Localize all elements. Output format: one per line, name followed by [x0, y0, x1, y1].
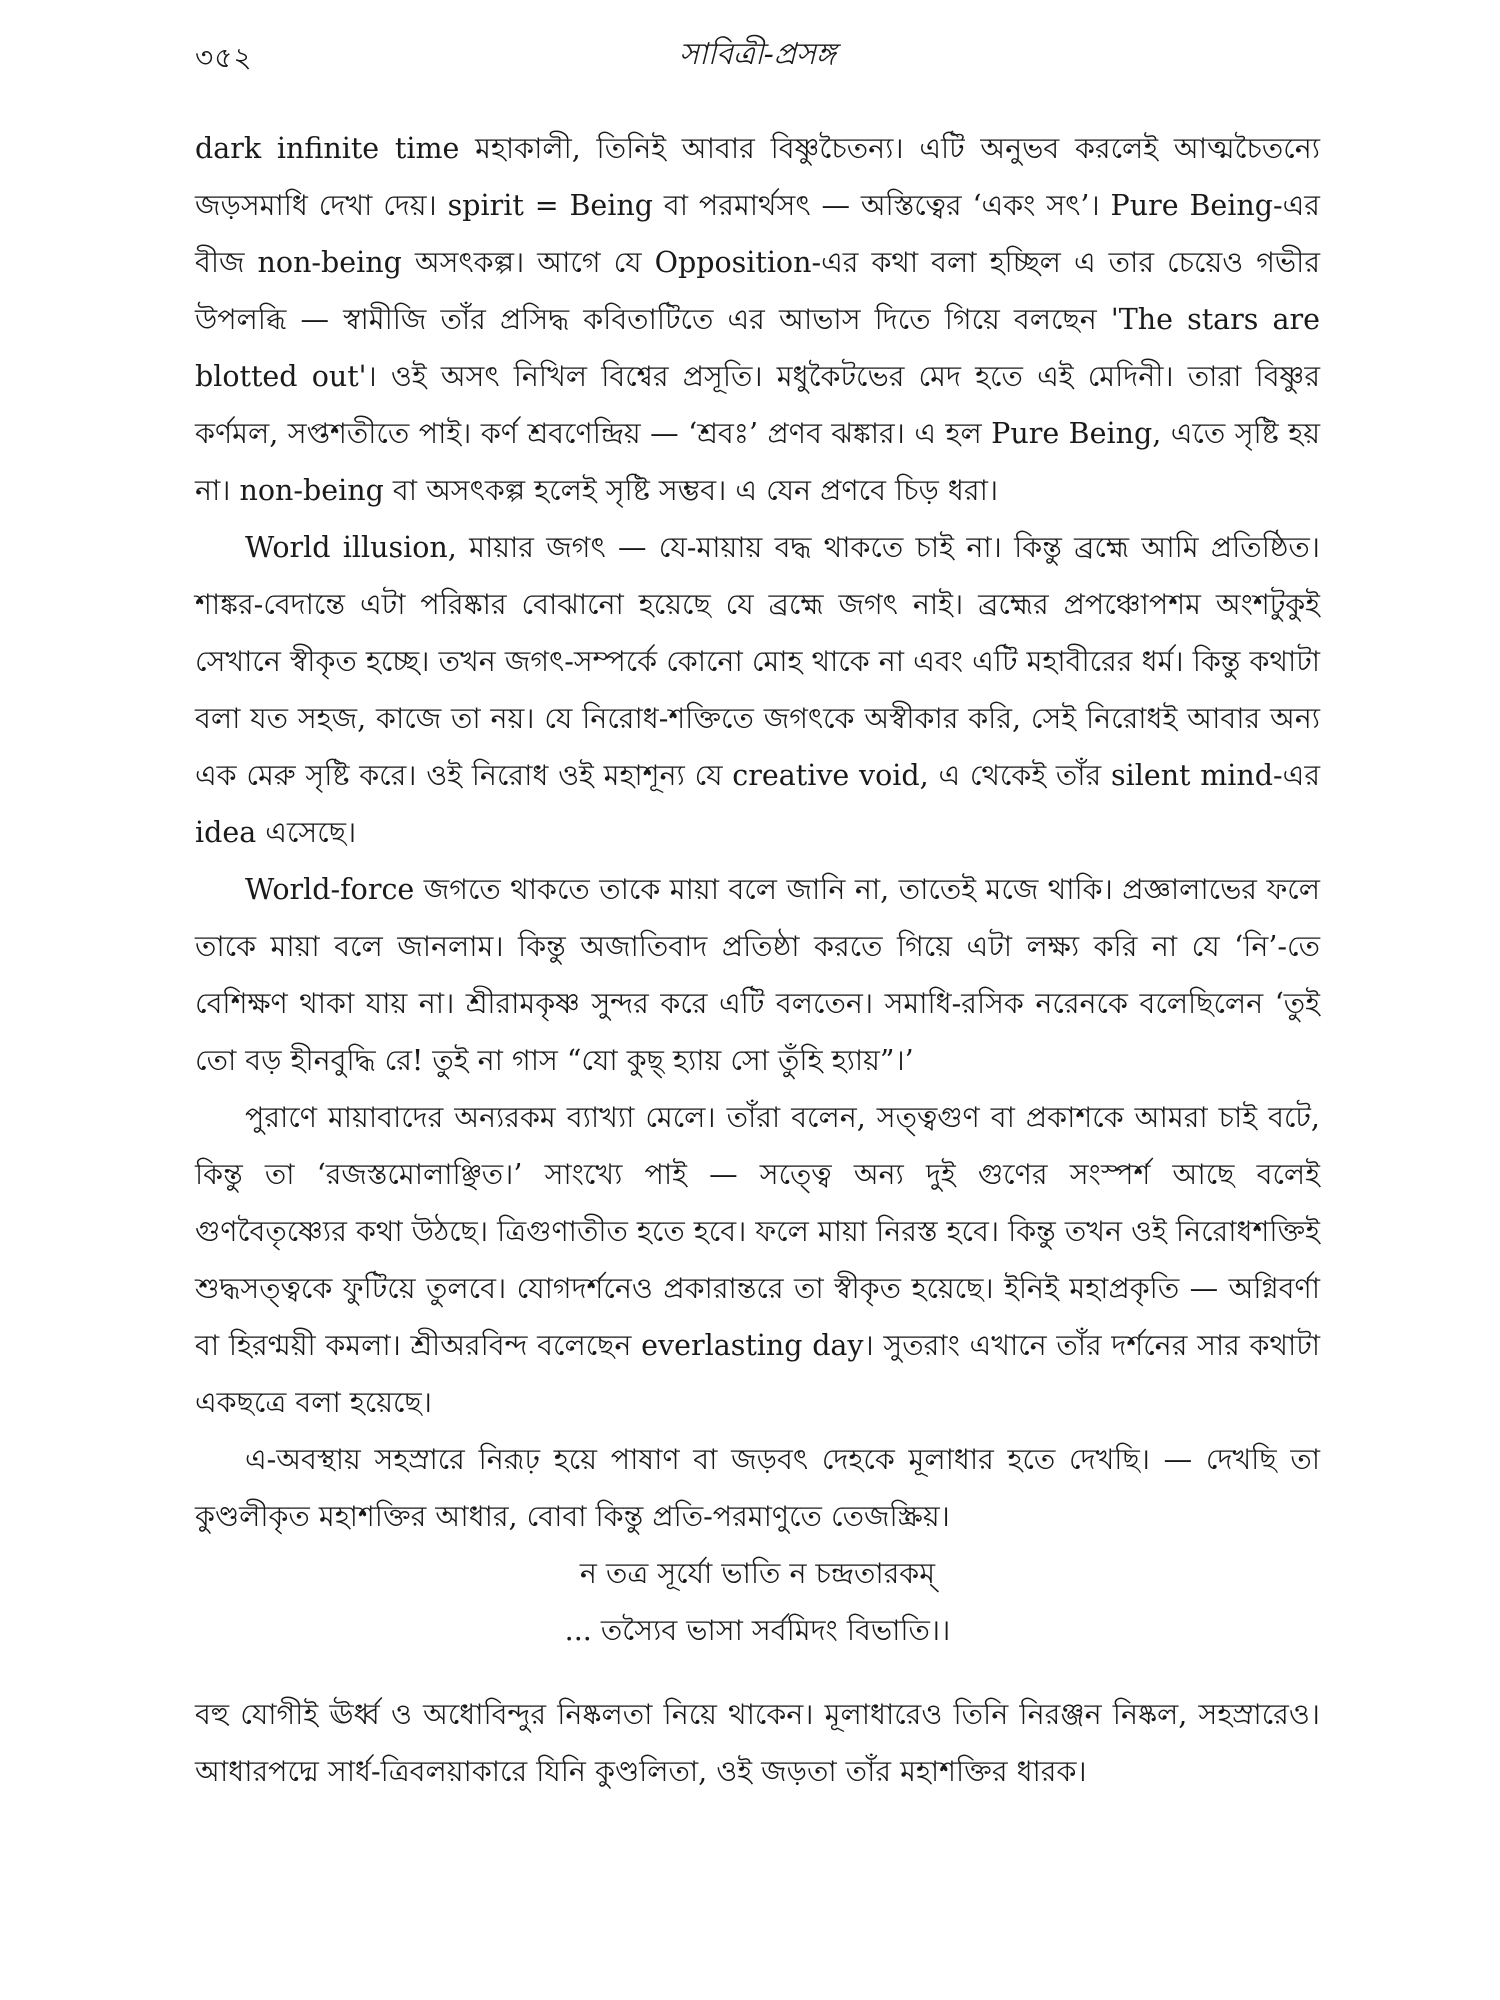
sanskrit-verse — [195, 1545, 1320, 1659]
paragraph: World-force জগতে থাকতে তাকে মায়া বলে জানি না, তাতেই মজে থাকি। প্রজ্ঞালাভের ফলে তাকে মায়া বলে জানলাম। কিন্তু অজাতিবাদ প্রতিষ্ঠা করতে গিয়ে এটা লক্ষ্য করি না যে ‘নি’-তে বেশিক্ষণ থাকা যায় না। শ্রীরামকৃষ্ণ সুন্দর করে এটি বলতেন। সমাধি-রসিক নরেনকে বলেছিলেন ‘তুই তো বড় হীনবুদ্ধি রে! তুই না গাস “যো কুছ্ হ্যায় সো তুঁহি হ্যায়”।’ — [195, 873, 1320, 1077]
paragraph: পুরাণে মায়াবাদের অন্যরকম ব্যাখ্যা মেলে। তাঁরা বলেন, সত্ত্বগুণ বা প্রকাশকে আমরা চাই বটে, কিন্তু তা ‘রজস্তমোলাঞ্ছিত।’ সাংখ্যে পাই — সত্ত্বে অন্য দুই গুণের সংস্পর্শ আছে বলেই গুণবৈতৃষ্ণ্যের কথা উঠছে। ত্রিগুণাতীত হতে হবে। ফলে মায়া নিরস্ত হবে। কিন্তু তখন ওই নিরোধশক্তিই শুদ্ধসত্ত্বকে ফুটিয়ে তুলবে। যোগদর্শনেও প্রকারান্তরে তা স্বীকৃত হয়েছে। ইনিই মহাপ্রকৃতি — অগ্নিবর্ণা বা হিরণ্ময়ী কমলা। শ্রীঅরবিন্দ বলেছেন everlasting day। সুতরাং এখানে তাঁর দর্শনের সার কথাটা একছত্রে বলা হয়েছে। — [195, 1101, 1320, 1419]
body-text — [195, 120, 1320, 1800]
verse-line: ন তত্র সূর্যো ভাতি ন চন্দ্রতারকম্ — [579, 1557, 936, 1590]
page-number: ৩৫২ — [195, 41, 253, 74]
book-page — [195, 30, 1320, 1800]
paragraph: World illusion, মায়ার জগৎ — যে-মায়ায় বদ্ধ থাকতে চাই না। কিন্তু ব্রহ্মে আমি প্রতিষ্ঠিত। শাঙ্কর-বেদান্তে এটা পরিষ্কার বোঝানো হয়েছে যে ব্রহ্মে জগৎ নাই। ব্রহ্মের প্রপঞ্চোপশম অংশটুকুই সেখানে স্বীকৃত হচ্ছে। তখন জগৎ-সম্পর্কে কোনো মোহ থাকে না এবং এটি মহাবীরের ধর্ম। কিন্তু কথাটা বলা যত সহজ, কাজে তা নয়। যে নিরোধ-শক্তিতে জগৎকে অস্বীকার করি, সেই নিরোধই আবার অন্য এক মেরু সৃষ্টি করে। ওই নিরোধ ওই মহাশূন্য যে creative void, এ থেকেই তাঁর silent mind-এর idea এসেছে। — [195, 531, 1320, 849]
running-title: সাবিত্রী-প্রসঙ্গ — [679, 37, 836, 72]
paragraph: dark infinite time মহাকালী, তিনিই আবার বিষ্ণুচৈতন্য। এটি অনুভব করলেই আত্মচৈতন্যে জড়সমাধি দেখা দেয়। spirit = Being বা পরমার্থসৎ — অস্তিত্বের ‘একং সৎ’। Pure Being-এর বীজ non-being অসৎকল্প। আগে যে Opposition-এর কথা বলা হচ্ছিল এ তার চেয়েও গভীর উপলব্ধি — স্বামীজি তাঁর প্রসিদ্ধ কবিতাটিতে এর আভাস দিতে গিয়ে বলছেন 'The stars are blotted out'। ওই অসৎ নিখিল বিশ্বের প্রসূতি। মধুকৈটভের মেদ হতে এই মেদিনী। তারা বিষ্ণুর কর্ণমল, সপ্তশতীতে পাই। কর্ণ শ্রবণেন্দ্রিয় — ‘শ্রবঃ’ প্রণব ঝঙ্কার। এ হল Pure Being, এতে সৃষ্টি হয় না। non-being বা অসৎকল্প হলেই সৃষ্টি সম্ভব। এ যেন প্রণবে চিড় ধরা। — [195, 132, 1320, 507]
closing-paragraph: বহু যোগীই ঊর্ধ্ব ও অধোবিন্দুর নিষ্কলতা নিয়ে থাকেন। মূলাধারেও তিনি নিরঞ্জন নিষ্কল, সহস্রারেও। আধারপদ্মে সার্ধ-ত্রিবলয়াকারে যিনি কুণ্ডলিতা, ওই জড়তা তাঁর মহাশক্তির ধারক। — [195, 1698, 1320, 1788]
paragraph: এ-অবস্থায় সহস্রারে নিরূঢ় হয়ে পাষাণ বা জড়বৎ দেহকে মূলাধার হতে দেখছি। — দেখছি তা কুণ্ডলীকৃত মহাশক্তির আধার, বোবা কিন্তু প্রতি-পরমাণুতে তেজস্ক্রিয়। — [195, 1443, 1320, 1533]
page-header — [195, 30, 1320, 90]
verse-line: ... তস্যৈব ভাসা সর্বমিদং বিভাতি।। — [564, 1614, 951, 1647]
